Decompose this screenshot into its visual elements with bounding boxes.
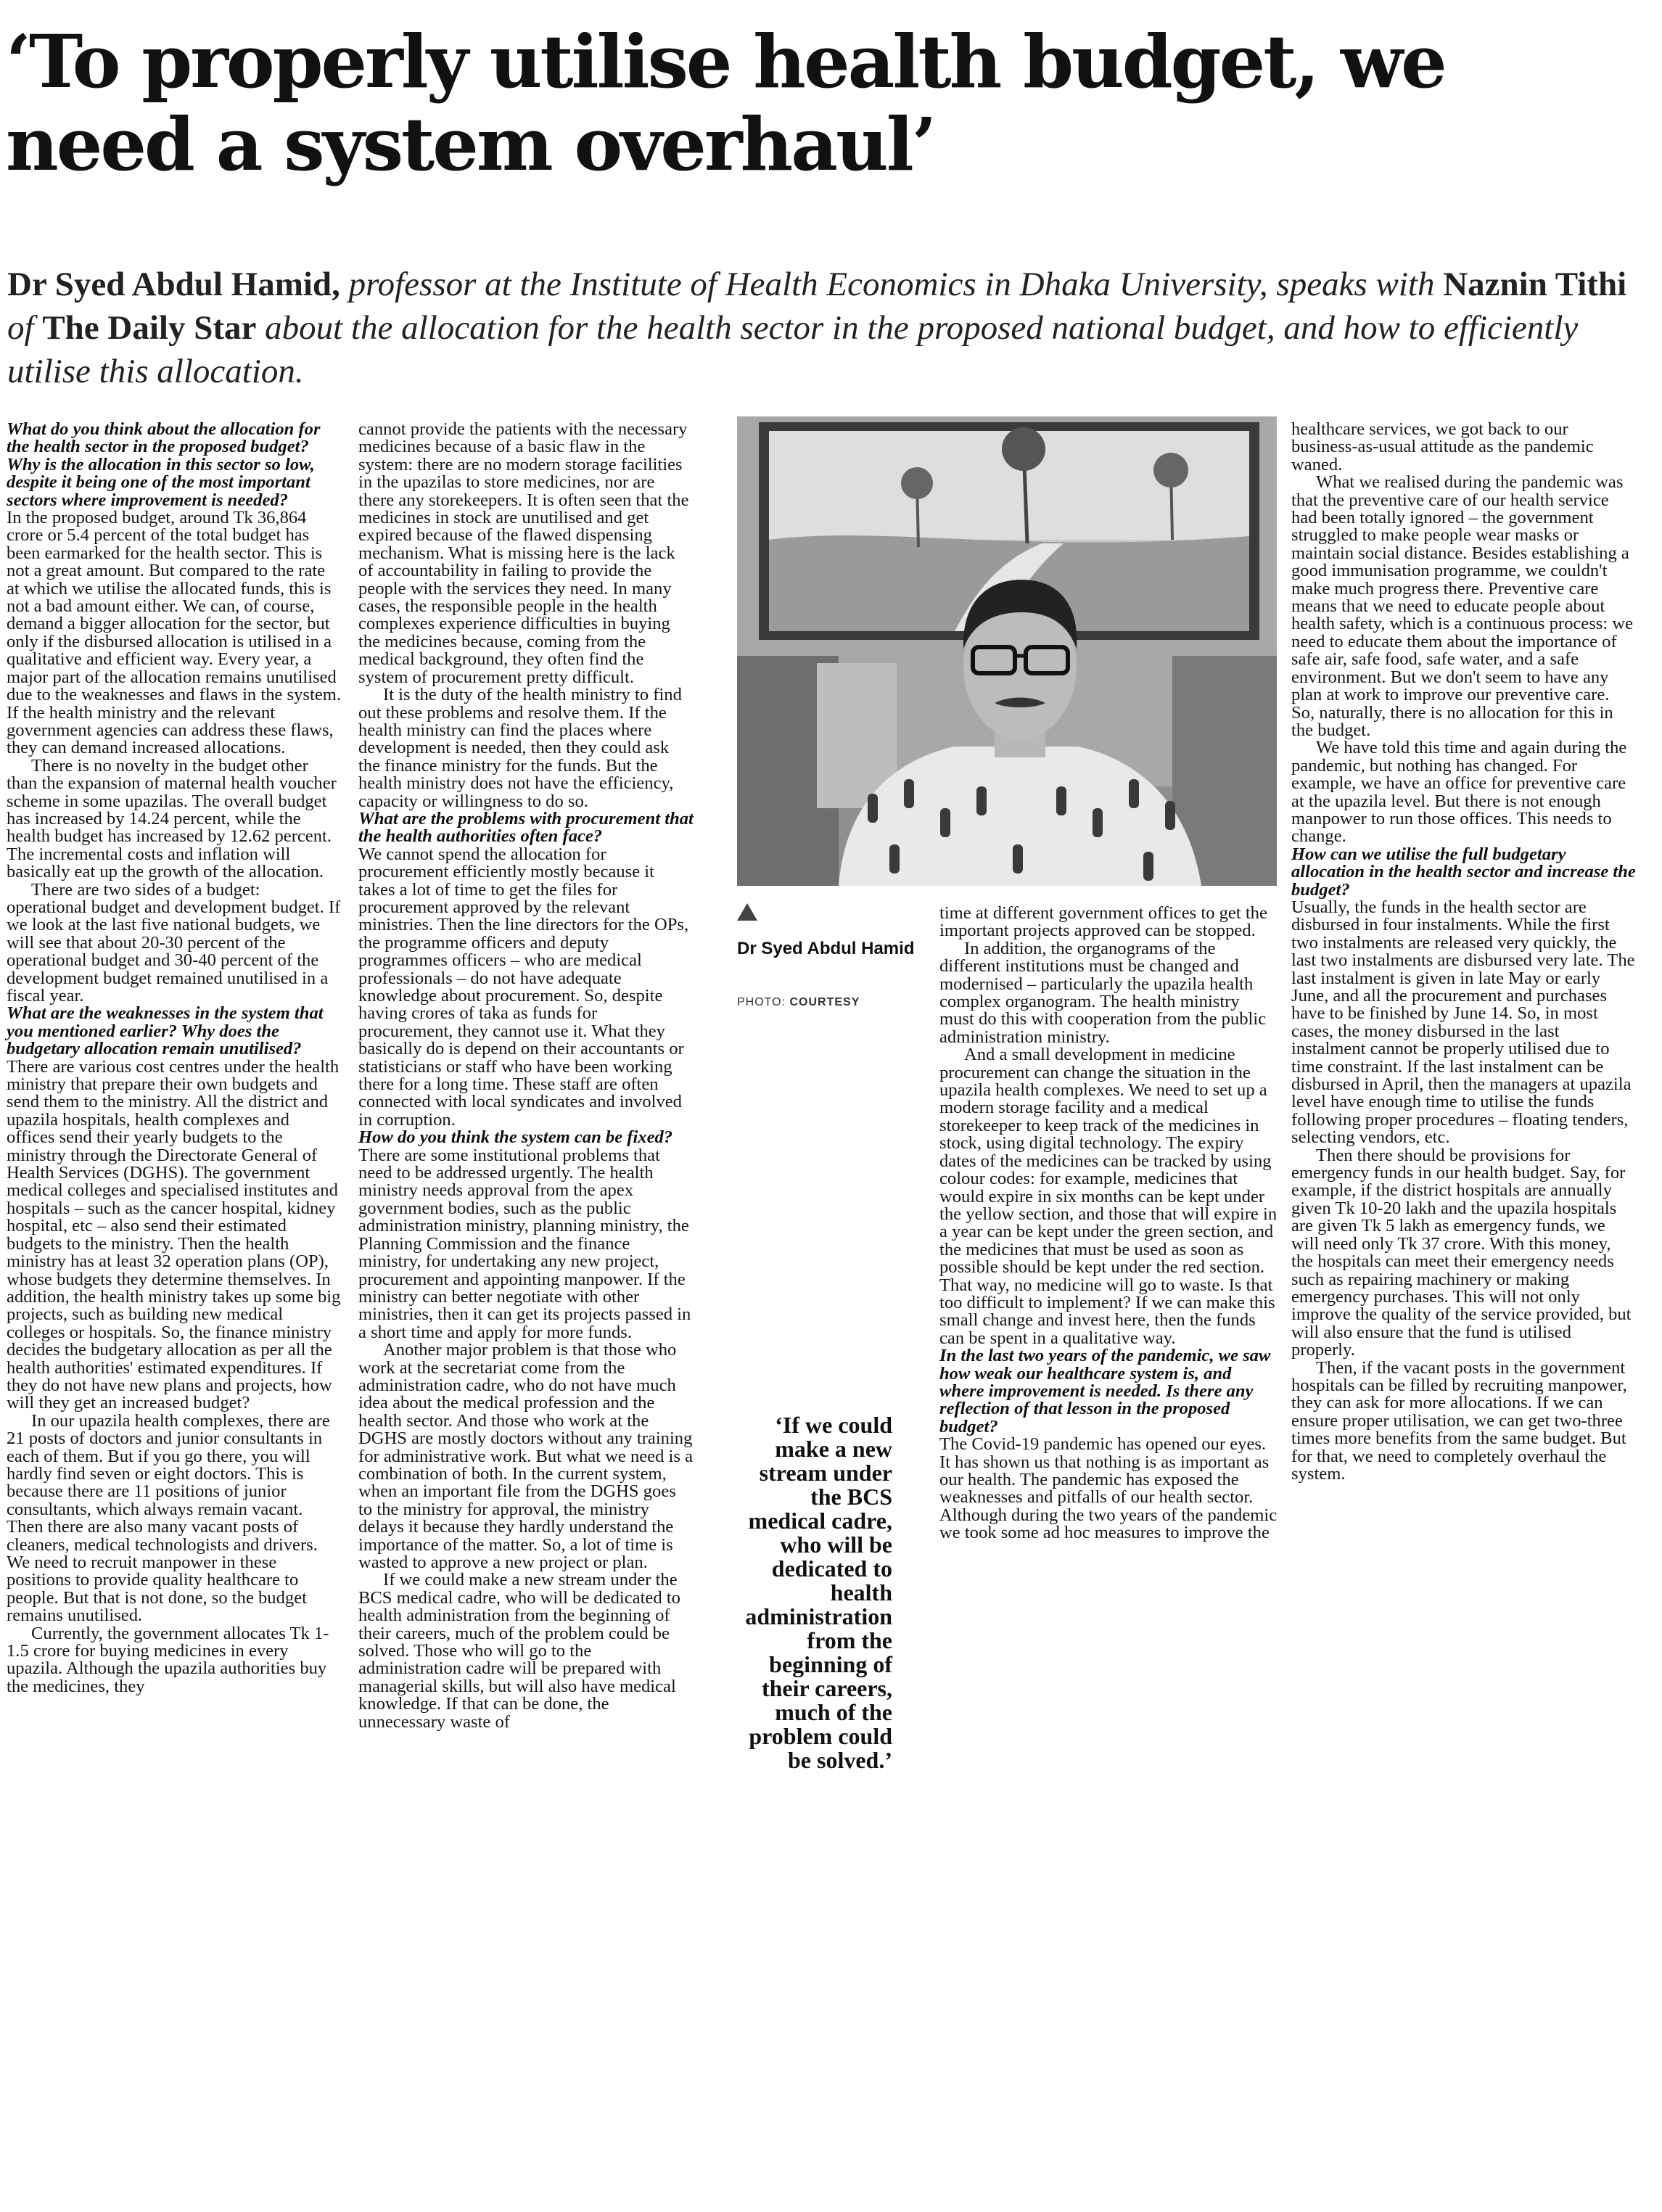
answer-paragraph: The Covid-19 pandemic has opened our eyes. It has shown us that nothing is as important as our health. The pandemic has exposed the weaknesses and pitfalls of our health sector. Although during the two years of the pandemic we took some ad hoc measures to improve the [939, 1434, 1278, 1543]
interviewee-name: Dr Syed Abdul Hamid, [7, 266, 340, 303]
answer-paragraph: It is the duty of the health ministry to find out these problems and resolve them. If the health ministry can find the places where development is needed, then they could ask the finance ministry for the funds. But the health ministry does not have the efficiency, capacity or willingness to do so. [358, 685, 682, 811]
photo-credit-label: PHOTO: [737, 996, 786, 1008]
answer-paragraph: We cannot spend the allocation for procurement efficiently mostly because it takes a lot of time to get the files for procurement approved by the relevant ministries. Then the line directors for the OPs, the programme officers and deputy programmes officers – who are medical professionals – do not have adequate knowledge about procurement. So, despite having crores of taka as funds for procurement, they cannot use it. What they basically do is depend on their accountants or statisticians or staff who have been working there for a long time. These staff are often connected with local syndicates and involved in corruption. [358, 844, 689, 1130]
answer-paragraph: What we realised during the pandemic was that the preventive care of our health service had been totally ignored – the government struggled to make people wear masks or maintain social distance. Besides establishing a good immunisation programme, we couldn't make much progress there. Preventive care means that we need to educate people about health safety, which is a continuous process: we need to educate them about the importance of safe air, safe food, safe water, and a safe environment. But we don't seem to have any plan at work to improve our preventive care. So, naturally, there is no allocation for this in the budget. [1291, 472, 1634, 740]
article-column-3 [939, 905, 1278, 1542]
answer-paragraph: If we could make a new stream under the BCS medical cadre, who will be dedicated to health administration from the beginning of their careers, much of the problem could be solved. Those who will go to the administration cadre will be prepared with managerial skills, but will also have medical knowledge. If that can be done, the unnecessary waste of [358, 1570, 680, 1732]
answer-paragraph: Another major problem is that those who work at the secretariat come from the administration cadre, who do not have much idea about the medical profession and the health sector. And those who work at the DGHS are mostly doctors without any training for administrative work. But what we need is a combination of both. In the current system, when an important file from the DGHS goes to the ministry for approval, the ministry delays it because they hardly understand the importance of the matter. So, a lot of time is wasted to approve a new project or plan. [358, 1340, 694, 1572]
headline: ‘To properly utilise health budget, we need a system overhaul’ [6, 19, 1445, 187]
portrait-photo [737, 416, 1277, 886]
answer-paragraph: In our upazila health complexes, there are 21 posts of doctors and junior consultants in each of them. But if you go there, you will hardly find seven or eight doctors. This is because there are 11 positions of junior consultants, which always remain vacant. Then there are also many vacant posts of cleaners, medical technologists and drivers. We need to recruit manpower in these positions to provide quality healthcare to people. But that is not done, so the budget remains unutilised. [7, 1410, 330, 1626]
standfirst-text: about the allocation for the health sector in the proposed national budget, and how to efficiently utilise this allocation. [7, 309, 1579, 390]
article-column-2 [358, 421, 694, 1731]
interview-question: In the last two years of the pandemic, we saw how weak our healthcare system is, and where improvement is needed. Is there any reflection of that lesson in the proposed budget? [939, 1346, 1271, 1436]
answer-paragraph: time at different government offices to get the important projects approved can be stopped. [939, 903, 1267, 941]
pull-quote: ‘If we could make a new stream under the BCS medical cadre, who will be dedicated to health administration from the beginning of their careers, much of the problem could be solved.’ [745, 1412, 892, 1773]
answer-paragraph: In the proposed budget, around Tk 36,864 crore or 5.4 percent of the total budget has been earmarked for the health sector. This is not a great amount. But compared to the rate at which we utilise the allocated funds, this is not a bad amount either. We can, of course, demand a bigger allocation for the sector, but only if the disbursed allocation is utilised in a qualitative and efficient way. Every year, a major part of the allocation remains unutilised due to the weaknesses and flaws in the system. If the health ministry and the relevant government agencies can address these flaws, they can demand increased allocations. [7, 508, 342, 758]
article-column-1 [7, 421, 342, 1695]
standfirst-text: of [7, 309, 43, 347]
answer-paragraph: There are two sides of a budget: operational budget and development budget. If we look at the last five national budgets, we will see that about 20-30 percent of the operational budget and 30-40 percent of the development budget remained unutilised in a fiscal year. [7, 879, 341, 1006]
interview-question: What are the weaknesses in the system that you mentioned earlier? Why does the budgetary allocation remain unutilised? [7, 1003, 324, 1059]
standfirst-text: professor at the Institute of Health Economics in Dhaka University, speaks with [340, 266, 1444, 303]
answer-paragraph: Then, if the vacant posts in the government hospitals can be filled by recruiting manpower, they can ask for more allocations. If we can ensure proper utilisation, we can get two-three times more benefits from the same budget. But for that, we need to completely overhaul the system. [1291, 1357, 1627, 1484]
answer-paragraph: Usually, the funds in the health sector are disbursed in four instalments. While the first two instalments are released very quickly, the last two instalments are disbursed very late. The last instalment is given in late May or early June, and all the procurement and purchases have to be finished by June 14. So, in most cases, the money disbursed in the last instalment cannot be properly utilised due to time constraint. If the last instalment can be disbursed in April, then the managers at upazila level have enough time to utilise the funds following proper procedures – floating tenders, selecting vendors, etc. [1291, 897, 1635, 1148]
photo-caption: Dr Syed Abdul Hamid [737, 939, 915, 958]
interview-question: How do you think the system can be fixed? [358, 1127, 673, 1148]
answer-paragraph: cannot provide the patients with the necessary medicines because of a basic flaw in the system: there are no modern storage facilities in the upazilas to store medicines, nor are there any storekeepers. It is often seen that the medicines in stock are unutilised and get expired because of the flawed dispensing mechanism. What is missing here is the lack of accountability in failing to provide the people with the services they need. In many cases, the responsible people in the health complexes experience difficulties in buying the medicines because, coming from the medical background, they often find the system of procurement pretty difficult. [358, 419, 689, 687]
interview-question: What are the problems with procurement that the health authorities often face? [358, 808, 694, 847]
answer-paragraph: And a small development in medicine procurement can change the situation in the upazila health complexes. We need to set up a modern storage facility and a medical storekeeper to keep track of the medicines in stock, using digital technology. The expiry dates of the medicines can be tracked by using colour codes: for example, medicines that would expire in six months can be kept under the yellow section, and those that will expire in a year can be kept under the green section, and the medicines that must be used as soon as possible should be kept under the red section. That way, no medicine will go to waste. Is that too difficult to implement? If we can make this small change and invest here, then the funds can be spent in a qualitative way. [939, 1045, 1278, 1348]
interview-question: How can we utilise the full budgetary allocation in the health sector and increase the budget? [1291, 844, 1636, 900]
answer-paragraph: There are some institutional problems that need to be addressed urgently. The health ministry needs approval from the apex government bodies, such as the public administration ministry, planning ministry, the Planning Commission and the finance ministry, for undertaking any new project, procurement and appointing manpower. If the ministry can better negotiate with other ministries, then it can get its projects passed in a short time and apply for more funds. [358, 1145, 691, 1342]
answer-paragraph: Then there should be provisions for emergency funds in our health budget. Say, for example, if the district hospitals are annually given Tk 10-20 lakh and the upazila hospitals are given Tk 5 lakh as emergency funds, we will need only Tk 37 crore. With this money, the hospitals can meet their emergency needs such as repairing machinery or making emergency purchases. This will not only improve the quality of the service provided, but will also ensure that the fund is utilised properly. [1291, 1145, 1632, 1360]
photo-credit-value: COURTESY [789, 996, 860, 1008]
answer-paragraph: In addition, the organograms of the different institutions must be changed and modernised – particularly the upazila health complex organogram. The health ministry must do this with cooperation from the public administration ministry. [939, 938, 1267, 1047]
caption-pointer-icon [737, 903, 757, 921]
article-column-4 [1291, 421, 1636, 1483]
answer-paragraph: Currently, the government allocates Tk 1-1.5 crore for buying medicines in every upazila. Although the upazila authorities buy the medicines, they [7, 1623, 329, 1696]
interviewer-name: Naznin Tithi [1443, 266, 1627, 303]
publication-name: The Daily Star [42, 309, 257, 347]
photo-credit [737, 996, 860, 1009]
interview-question: What do you think about the allocation for the health sector in the proposed budget? Why is the allocation in this sector so low, despite it being one of the most important sectors where improvement is needed? [7, 419, 321, 510]
standfirst [7, 263, 1647, 393]
answer-paragraph: There are various cost centres under the health ministry that prepare their own budgets and send them to the ministry. All the district and upazila hospitals, health complexes and offices send their yearly budgets to the ministry through the Directorate General of Health Services (DGHS). The government medical colleges and specialised institutes and hospitals – such as the cancer hospital, kidney hospital, etc – also send their estimated budgets to the ministry. Then the health ministry has at least 32 operation plans (OP), whose budgets they determine themselves. In addition, the health ministry takes up some big projects, such as building new medical colleges or hospitals. So, the finance ministry decides the budgetary allocation as per all the health authorities' estimated expenditures. If they do not have new plans and projects, how will they get an increased budget? [7, 1056, 341, 1413]
answer-paragraph: healthcare services, we got back to our business-as-usual attitude as the pandemic waned. [1291, 419, 1594, 474]
answer-paragraph: We have told this time and again during the pandemic, but nothing has changed. For example, we have an office for preventive care at the upazila level. But there is not enough manpower to run those offices. This needs to change. [1291, 738, 1627, 847]
answer-paragraph: There is no novelty in the budget other than the expansion of maternal health voucher scheme in some upazilas. The overall budget has increased by 14.24 percent, while the health budget has increased by 12.62 percent. The incremental costs and inflation will basically eat up the growth of the allocation. [7, 755, 337, 882]
